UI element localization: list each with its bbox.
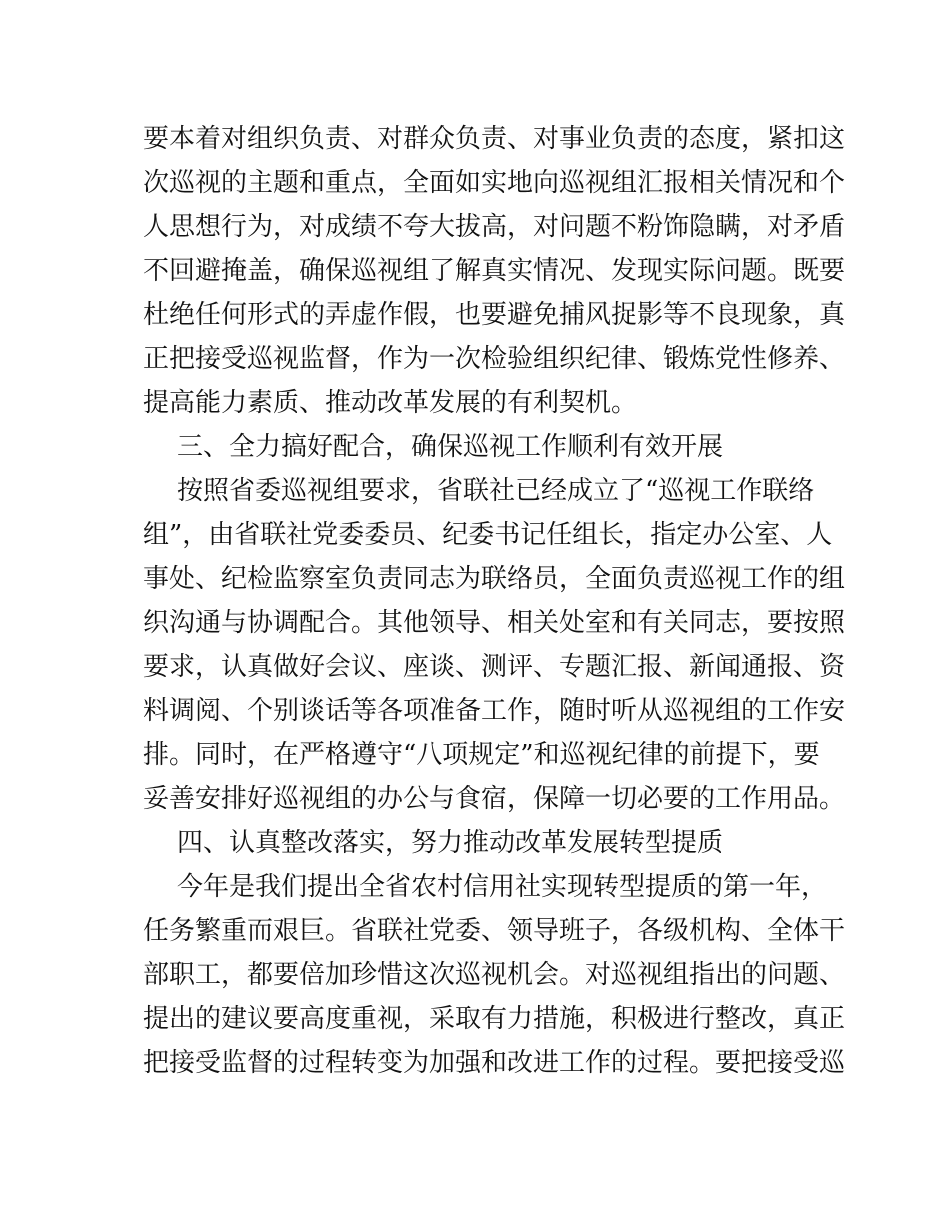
text-line: 任务繁重而艰巨。省联社党委、领导班子，各级机构、全体干 — [143, 916, 846, 946]
text-line: 料调阅、个别谈话等各项准备工作，随时听从巡视组的工作安 — [143, 696, 846, 726]
text-line: 排。同时，在严格遵守“八项规定”和巡视纪律的前提下，要 — [143, 740, 820, 770]
section-heading: 四、认真整改落实，努力推动改革发展转型提质 — [177, 828, 724, 858]
section-heading: 三、全力搞好配合，确保巡视工作顺利有效开展 — [177, 432, 724, 462]
text-line: 提出的建议要高度重视，采取有力措施，积极进行整改，真正 — [143, 1004, 846, 1034]
text-line: 杜绝任何形式的弄虚作假，也要避免捕风捉影等不良现象，真 — [143, 300, 846, 330]
text-line: 要本着对组织负责、对群众负责、对事业负责的态度，紧扣这 — [143, 124, 846, 154]
text-line: 把接受监督的过程转变为加强和改进工作的过程。要把接受巡 — [143, 1048, 846, 1078]
text-line: 事处、纪检监察室负责同志为联络员，全面负责巡视工作的组 — [143, 564, 846, 594]
text-line: 要求，认真做好会议、座谈、测评、专题汇报、新闻通报、资 — [143, 652, 846, 682]
text-line: 按照省委巡视组要求，省联社已经成立了“巡视工作联络 — [177, 476, 815, 506]
document-body — [143, 117, 846, 1085]
text-line: 正把接受巡视监督，作为一次检验组织纪律、锻炼党性修养、 — [143, 344, 846, 374]
text-line: 提高能力素质、推动改革发展的有利契机。 — [143, 388, 638, 418]
text-line: 不回避掩盖，确保巡视组了解真实情况、发现实际问题。既要 — [143, 256, 846, 286]
text-line: 妥善安排好巡视组的办公与食宿，保障一切必要的工作用品。 — [143, 784, 846, 814]
text-line: 今年是我们提出全省农村信用社实现转型提质的第一年， — [177, 872, 828, 902]
text-line: 次巡视的主题和重点，全面如实地向巡视组汇报相关情况和个 — [143, 168, 846, 198]
text-line: 部职工，都要倍加珍惜这次巡视机会。对巡视组指出的问题、 — [143, 960, 846, 990]
text-line: 织沟通与协调配合。其他领导、相关处室和有关同志，要按照 — [143, 608, 846, 638]
text-line: 组”，由省联社党委委员、纪委书记任组长，指定办公室、人 — [143, 520, 833, 550]
text-line: 人思想行为，对成绩不夸大拔高，对问题不粉饰隐瞒，对矛盾 — [143, 212, 846, 242]
